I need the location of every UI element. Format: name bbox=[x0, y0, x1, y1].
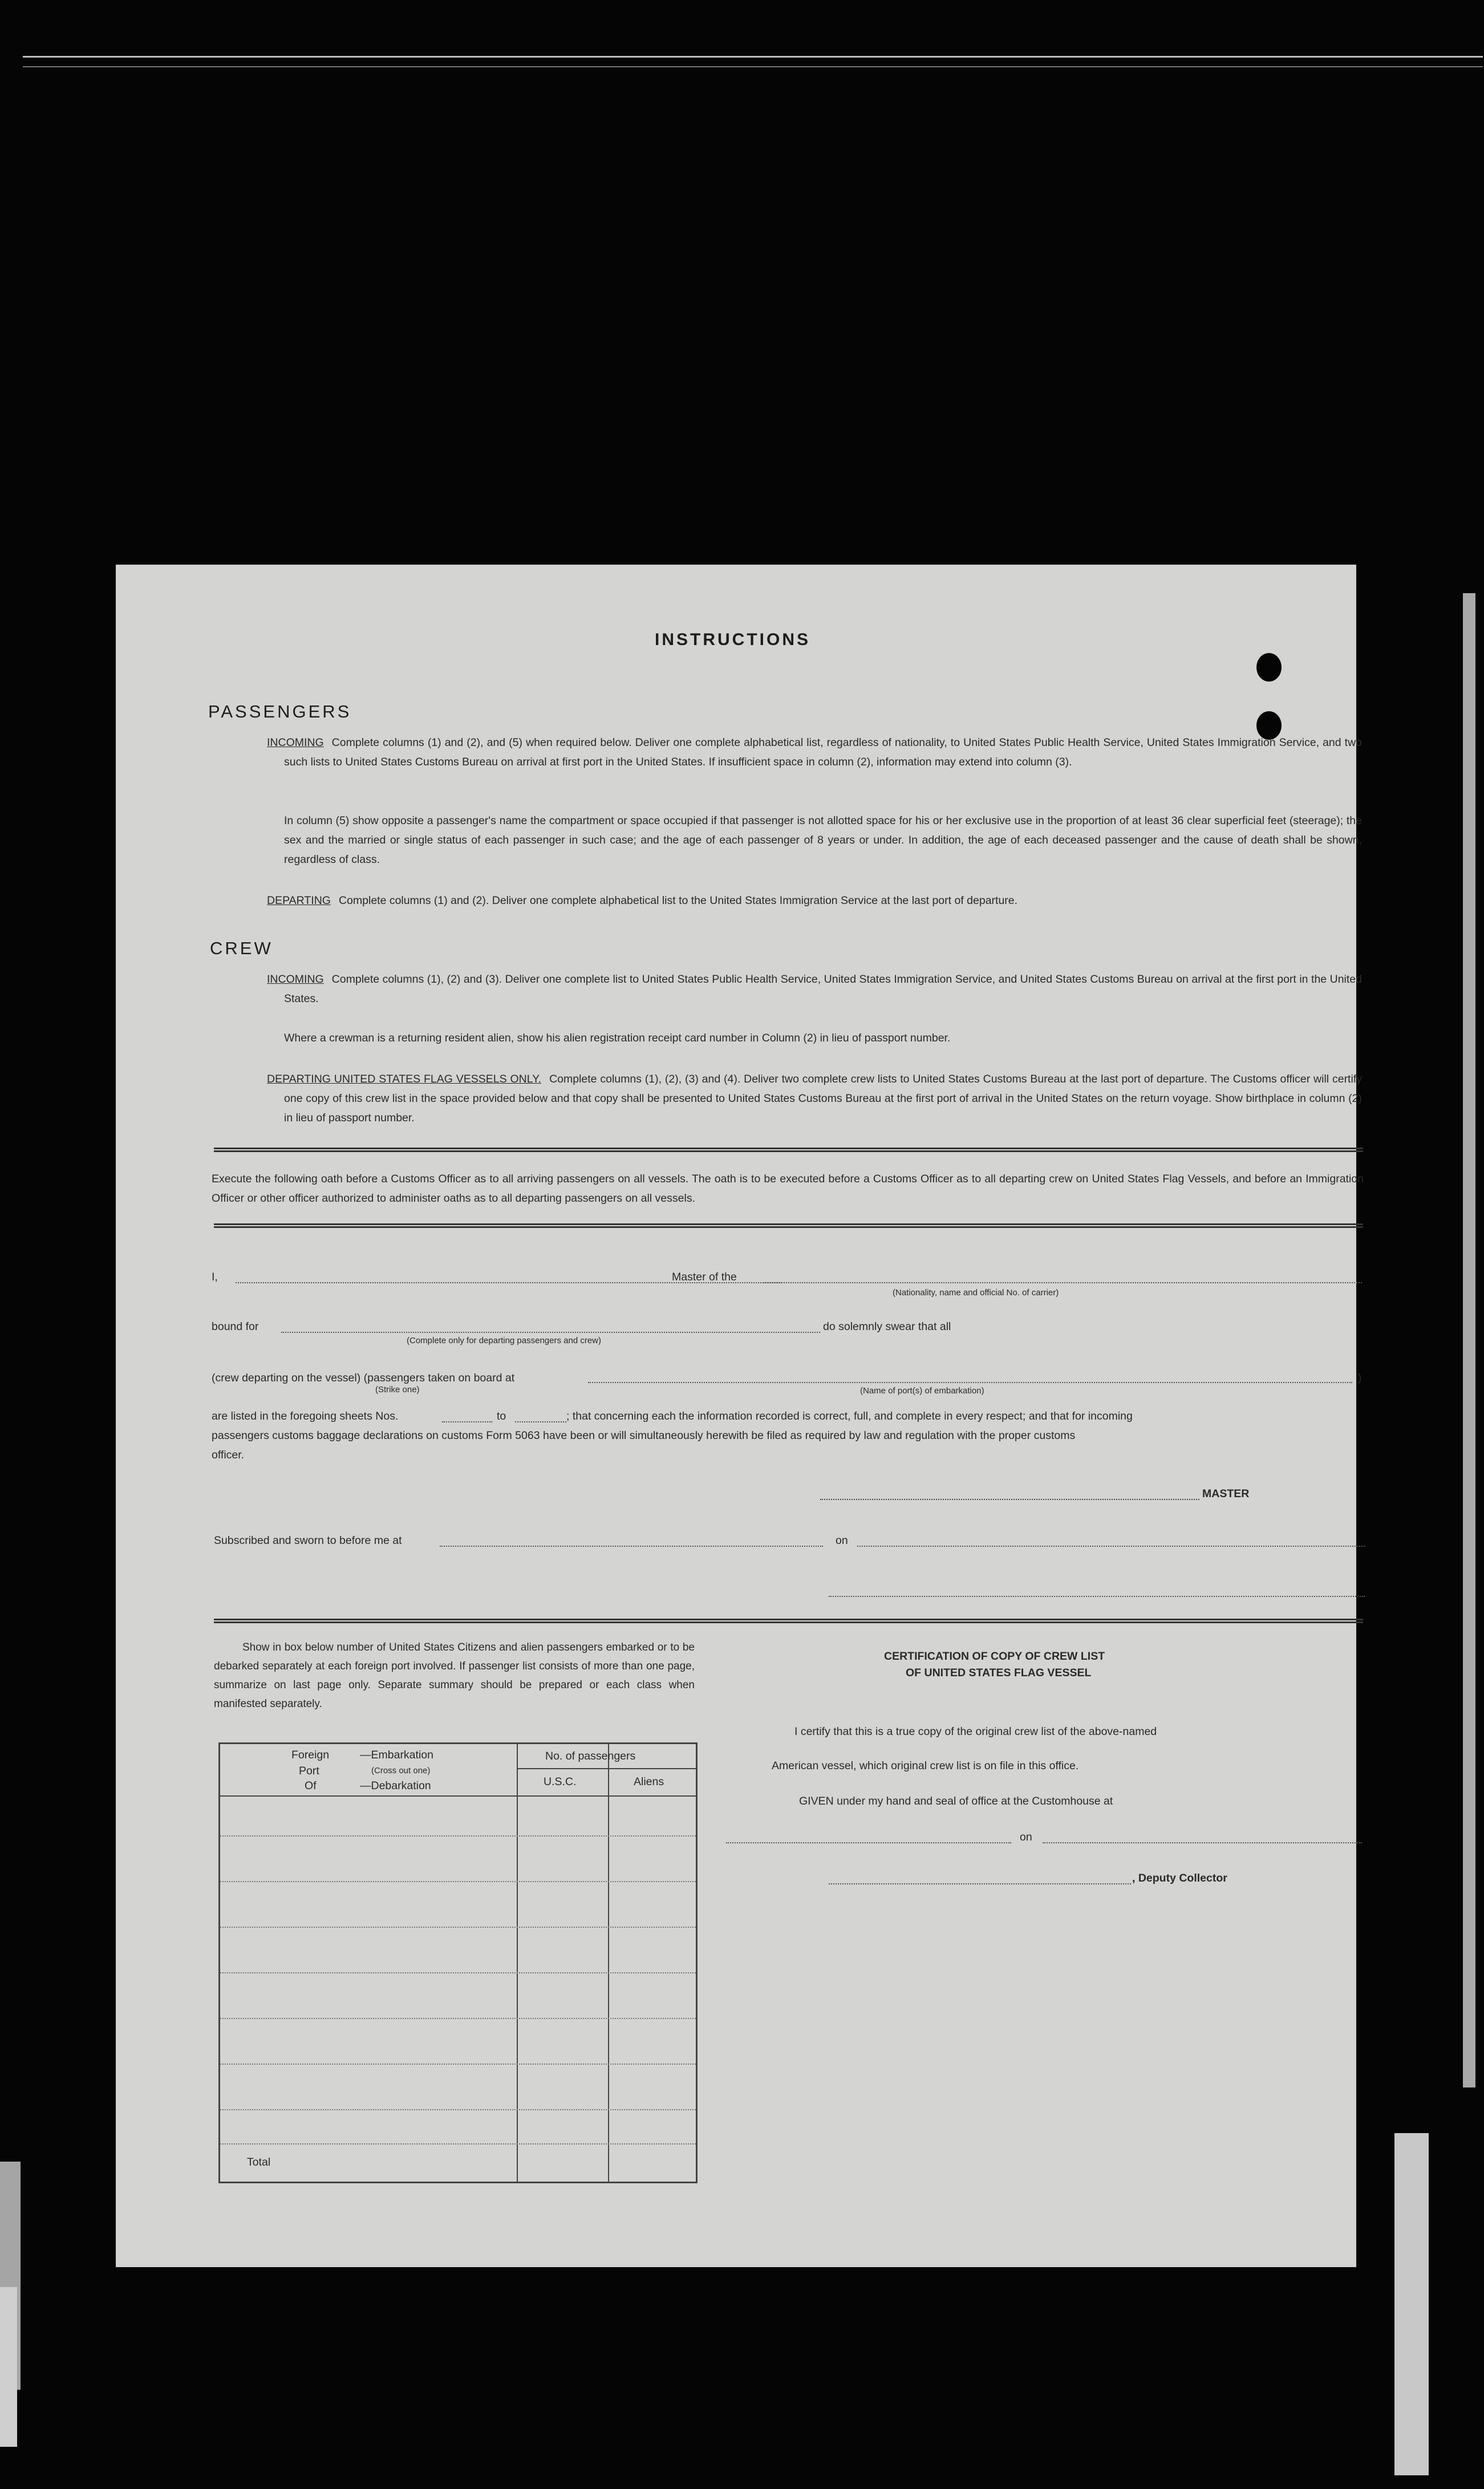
crew-departing bbox=[267, 1069, 1362, 1128]
oath-bound-for: bound for bbox=[212, 1320, 259, 1333]
usc-header: U.S.C. bbox=[544, 1775, 577, 1788]
aliens-header: Aliens bbox=[634, 1775, 664, 1788]
double-rule bbox=[214, 1148, 1363, 1152]
certification-date-line[interactable] bbox=[1043, 1842, 1362, 1843]
oath-crew-departing: (crew departing on the vessel) (passengers taken on board at bbox=[212, 1372, 515, 1384]
oath-listed-to: to bbox=[497, 1410, 506, 1422]
crew-heading: CREW bbox=[210, 938, 273, 958]
col-foreign: Foreign bbox=[291, 1749, 330, 1761]
crew-departing-label: DEPARTING UNITED STATES FLAG VESSELS ONLY. bbox=[267, 1073, 542, 1085]
incoming-label: INCOMING bbox=[267, 736, 324, 749]
port-note: (Name of port(s) of embarkation) bbox=[860, 1386, 984, 1396]
sheet-to-line[interactable] bbox=[515, 1421, 566, 1422]
deputy-collector-label: , Deputy Collector bbox=[1132, 1872, 1227, 1884]
subscribed-date-line[interactable] bbox=[857, 1546, 1365, 1547]
subscribed-on: on bbox=[836, 1534, 848, 1547]
master-label: MASTER bbox=[1202, 1487, 1250, 1500]
film-edge bbox=[0, 2287, 17, 2447]
incoming-text: Complete columns (1) and (2), and (5) when required below. Deliver one complete alphabetical list, regardless of nationality, to United States Public Health Service, United States Immigration Service, and two such lists to United States Customs Bureau on arrival at first port in the United States. If insufficient space in column (2), information may extend into column (3). bbox=[284, 736, 1362, 768]
oath-listed-line3: officer. bbox=[212, 1449, 245, 1461]
certification-on: on bbox=[1020, 1831, 1032, 1843]
crew-resident: Where a crewman is a returning resident alien, show his alien registration receipt card number in Column (2) in lieu of passport number. bbox=[284, 1032, 951, 1044]
punch-hole bbox=[1256, 653, 1282, 682]
departing-label: DEPARTING bbox=[267, 894, 331, 907]
debarkation-label: —Debarkation bbox=[360, 1779, 431, 1792]
film-edge-line bbox=[23, 56, 1483, 58]
departing-text: Complete columns (1) and (2). Deliver one complete alphabetical list to the United States Immigration Service at the last port of departure. bbox=[338, 894, 1018, 907]
film-edge-line bbox=[23, 66, 1483, 67]
deputy-signature-line[interactable] bbox=[829, 1883, 1131, 1884]
embarkation-label: —Embarkation bbox=[360, 1749, 433, 1761]
total-label: Total bbox=[247, 2156, 271, 2168]
crew-incoming bbox=[267, 970, 1362, 1008]
certify-line-1: I certify that this is a true copy of the original crew list of the above-named bbox=[794, 1725, 1157, 1738]
oath-master-of: Master of the bbox=[672, 1271, 737, 1283]
crew-departing-text: Complete columns (1), (2), (3) and (4). Deliver two complete crew lists to United States Customs Bureau at the last port of departure. The Customs officer will certify one copy of this crew list in the space provided below and that copy shall be presented to United States Customs Bureau at the first port of arrival in the United States on the return voyage. Show birthplace in column (2) in lieu of passport number. bbox=[284, 1073, 1362, 1124]
film-edge bbox=[1463, 593, 1475, 2087]
instructions-title: INSTRUCTIONS bbox=[655, 630, 810, 649]
oath-intro: Execute the following oath before a Customs Officer as to all arriving passengers on all vessels. The oath is to be executed before a Customs Officer as to all departing crew on United States Flag Vessels, and before an Immigration Officer or other officer authorized to administer oaths as to all departing passengers on all vessels. bbox=[212, 1173, 1364, 1205]
passengers-departing bbox=[267, 891, 1362, 910]
crew-incoming-label: INCOMING bbox=[267, 973, 324, 986]
crew-incoming-text: Complete columns (1), (2) and (3). Deliver one complete list to United States Public Health Service, United States Immigration Service, and United States Customs Bureau on arrival at the first port in the United States. bbox=[284, 973, 1362, 1005]
certification-title-2: OF UNITED STATES FLAG VESSEL bbox=[906, 1667, 1092, 1679]
nationality-note: (Nationality, name and official No. of carrier) bbox=[893, 1288, 1059, 1298]
carrier-line[interactable] bbox=[760, 1282, 1362, 1283]
given-text: GIVEN under my hand and seal of office at the Customhouse at bbox=[799, 1795, 1113, 1807]
subscribed-text: Subscribed and sworn to before me at bbox=[214, 1534, 402, 1547]
col-port: Port bbox=[299, 1765, 319, 1777]
master-signature-line[interactable] bbox=[820, 1499, 1199, 1500]
double-rule bbox=[214, 1619, 1363, 1623]
passengers-incoming bbox=[267, 733, 1362, 772]
customhouse-line[interactable] bbox=[726, 1842, 1011, 1843]
subscribed-place-line[interactable] bbox=[440, 1546, 823, 1547]
certify-line-2: American vessel, which original crew list is on file in this office. bbox=[772, 1760, 1079, 1772]
passenger-summary-table bbox=[218, 1742, 698, 2183]
strike-one-note: (Strike one) bbox=[375, 1385, 420, 1395]
sheet-from-line[interactable] bbox=[442, 1421, 492, 1422]
complete-only-note: (Complete only for departing passengers and crew) bbox=[407, 1336, 602, 1345]
passengers-heading: PASSENGERS bbox=[208, 702, 352, 721]
passengers-column5: In column (5) show opposite a passenger's name the compartment or space occupied if that passenger is not allotted space for his or her exclusive use in the proportion of at least 36 clear superficial feet (steerage); the sex and the married or single status of each passenger in such case; and the age of each passenger of 8 years or under. In addition, the age of each deceased passenger and the cause of death shall be shown, regardless of class. bbox=[284, 814, 1362, 866]
oath-listed-start: are listed in the foregoing sheets Nos. bbox=[212, 1410, 399, 1422]
film-edge bbox=[1394, 2133, 1429, 2475]
oath-listed-rest: ; that concerning each the information recorded is correct, full, and complete in every respect; and that for incoming bbox=[566, 1410, 1133, 1422]
certification-title-1: CERTIFICATION OF COPY OF CREW LIST bbox=[884, 1650, 1105, 1663]
summary-intro: Show in box below number of United States Citizens and alien passengers embarked or to be debarked separately at each foreign port involved. If passenger list consists of more than one page, summarize on last page only. Separate summary should be prepared or each class when manifested separately. bbox=[214, 1641, 695, 1710]
bound-for-line[interactable] bbox=[281, 1332, 820, 1333]
oath-do-swear: do solemnly swear that all bbox=[823, 1320, 951, 1333]
col-of: Of bbox=[305, 1779, 317, 1792]
double-rule bbox=[214, 1223, 1363, 1228]
officer-signature-line[interactable] bbox=[829, 1596, 1365, 1597]
oath-i-label: I, bbox=[212, 1271, 218, 1283]
close-paren: ) bbox=[1358, 1372, 1362, 1384]
no-passengers-header: No. of passengers bbox=[545, 1750, 636, 1762]
port-embarkation-line[interactable] bbox=[588, 1382, 1352, 1383]
document-sheet bbox=[116, 565, 1364, 2267]
oath-listed-line2: passengers customs baggage declarations on customs Form 5063 have been or will simultaneously herewith be filed as required by law and regulation with the proper customs bbox=[212, 1429, 1076, 1442]
cross-out-label: (Cross out one) bbox=[371, 1766, 431, 1775]
